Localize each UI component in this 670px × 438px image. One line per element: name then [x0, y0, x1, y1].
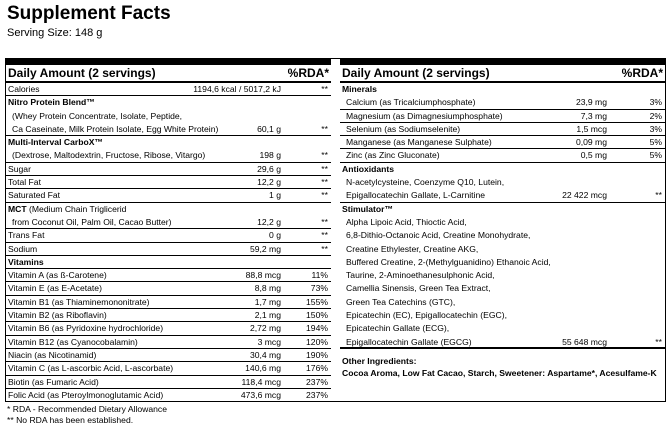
- row-label: Epicatechin Gallate (ECG),: [346, 323, 450, 334]
- facts-row: [6, 216, 331, 229]
- row-label: N-acetylcysteine, Coenzyme Q10, Lutein,: [346, 177, 505, 188]
- row-rda: **: [321, 123, 328, 134]
- row-rda: **: [321, 243, 328, 254]
- row-rda: 3%: [649, 97, 662, 108]
- row-label: Vitamin E (as E-Acetate): [8, 283, 102, 294]
- row-rda: **: [321, 230, 328, 241]
- row-rda: 155%: [306, 296, 328, 307]
- facts-row: [340, 149, 665, 162]
- right-header: [340, 59, 665, 83]
- page-title: Supplement Facts: [7, 3, 171, 24]
- facts-row: [6, 389, 331, 402]
- right-rda-header: %RDA*: [621, 66, 663, 80]
- row-label: Sugar: [8, 163, 31, 174]
- facts-row: [6, 322, 331, 335]
- row-rda: **: [321, 190, 328, 201]
- row-label: Niacin (as Nicotinamid): [8, 349, 97, 360]
- row-label: 6,8-Dithio-Octanoic Acid, Creatine Monohydrate,: [346, 230, 531, 241]
- facts-row: [6, 96, 331, 109]
- row-label-bold-prefix: MCT: [8, 203, 27, 214]
- row-rda: **: [655, 190, 662, 201]
- row-label: Calcium (as Tricalciumphosphate): [346, 97, 476, 108]
- facts-row: [6, 163, 331, 176]
- row-label: Biotin (as Fumaric Acid): [8, 376, 99, 387]
- row-amount: 0,09 mg: [575, 137, 607, 148]
- facts-row: [340, 309, 665, 322]
- row-amount: 473,6 mcg: [240, 389, 281, 400]
- row-rda: **: [321, 84, 328, 94]
- row-rda: 5%: [649, 137, 662, 148]
- row-amount: 0 g: [269, 230, 281, 241]
- facts-row: [340, 296, 665, 309]
- row-label: Ca Caseinate, Milk Protein Isolate, Egg White Protein): [12, 123, 219, 134]
- other-ingredients-label: Other Ingredients:: [342, 356, 417, 366]
- row-rda: 120%: [306, 336, 328, 347]
- footnote-rda: * RDA - Recommended Dietary Allowance: [7, 404, 168, 414]
- facts-row: [340, 243, 665, 256]
- row-label: Vitamin B6 (as Pyridoxine hydrochloride): [8, 323, 164, 334]
- row-rda: 2%: [649, 110, 662, 121]
- facts-row: [6, 189, 331, 202]
- facts-row: [340, 83, 665, 96]
- facts-row: [6, 362, 331, 375]
- row-label: (Whey Protein Concentrate, Isolate, Peptide,: [12, 110, 183, 121]
- facts-panel: [5, 58, 666, 402]
- row-label: Taurine, 2-Aminoethanesulphonic Acid,: [346, 270, 495, 281]
- facts-row: [6, 309, 331, 322]
- facts-row: [6, 376, 331, 389]
- right-column: [340, 59, 665, 378]
- row-label: Sodium: [8, 243, 38, 254]
- row-label: (Dextrose, Maltodextrin, Fructose, Ribose, Vitargo): [12, 150, 206, 161]
- row-rda: 176%: [306, 363, 328, 374]
- row-amount: 22 422 mcg: [562, 190, 607, 201]
- row-amount: 23,9 mg: [575, 97, 607, 108]
- row-label: from Coconut Oil, Palm Oil, Cacao Butter): [12, 216, 172, 227]
- footnotes: [7, 404, 167, 426]
- row-amount: 2,1 mg: [254, 310, 281, 321]
- row-rda: **: [321, 163, 328, 174]
- serving-size: Serving Size: 148 g: [7, 27, 103, 39]
- footnote-no-rda: ** No RDA has been established.: [7, 415, 134, 425]
- facts-row: [340, 136, 665, 149]
- facts-row: [6, 136, 331, 149]
- right-rows: [340, 83, 665, 349]
- facts-row: [6, 110, 331, 123]
- row-label: Folic Acid (as Pteroylmonoglutamic Acid): [8, 389, 164, 400]
- row-label: Vitamin C (as L-ascorbic Acid, L-ascorbate): [8, 363, 174, 374]
- right-header-label: Daily Amount (2 servings): [342, 66, 490, 80]
- left-rows: [6, 83, 331, 402]
- facts-row: [340, 123, 665, 136]
- row-label: Minerals: [342, 84, 377, 94]
- row-label: Vitamin B12 (as Cyanocobalamin): [8, 336, 138, 347]
- row-amount: 88,8 mcg: [245, 270, 281, 281]
- left-header-label: Daily Amount (2 servings): [8, 66, 156, 80]
- facts-row: [6, 176, 331, 189]
- row-amount: 1 g: [269, 190, 281, 201]
- row-rda: 150%: [306, 310, 328, 321]
- facts-row: [340, 163, 665, 176]
- facts-row: [6, 269, 331, 282]
- other-ingredients-value: Cocoa Aroma, Low Fat Cacao, Starch, Sweetener: Aspartame*, Acesulfame-K: [342, 368, 657, 378]
- row-amount: 55 648 mcg: [562, 336, 607, 347]
- facts-row: [6, 349, 331, 362]
- row-amount: 7,3 mg: [580, 110, 607, 121]
- row-rda: 3%: [649, 123, 662, 134]
- row-label: Trans Fat: [8, 230, 45, 241]
- row-amount: 140,6 mg: [245, 363, 281, 374]
- facts-row: [340, 322, 665, 335]
- row-label: Creatine Ethylester, Creatine AKG,: [346, 243, 479, 254]
- row-label: Magnesium (as Dimagnesiumphosphate): [346, 110, 503, 121]
- row-label: Saturated Fat: [8, 190, 61, 201]
- row-amount: 12,2 g: [257, 177, 281, 188]
- row-rda: **: [321, 150, 328, 161]
- facts-row: [340, 336, 665, 349]
- row-amount: 60,1 g: [257, 123, 281, 134]
- row-label: Manganese (as Manganese Sulphate): [346, 137, 492, 148]
- facts-row: [340, 256, 665, 269]
- facts-row: [340, 96, 665, 109]
- row-amount: 1194,6 kcal / 5017,2 kJ: [193, 84, 281, 94]
- row-amount: 1,7 mg: [254, 296, 281, 307]
- row-amount: 8,8 mg: [254, 283, 281, 294]
- other-ingredients: [342, 355, 662, 379]
- row-rda: 237%: [306, 389, 328, 400]
- row-rda: **: [321, 216, 328, 227]
- row-amount: 2,72 mg: [249, 323, 281, 334]
- row-label: Epigallocatechin Gallate (EGCG): [346, 336, 472, 347]
- row-label: Total Fat: [8, 177, 41, 188]
- facts-row: [340, 269, 665, 282]
- row-label: Camellia Sinensis, Green Tea Extract,: [346, 283, 491, 294]
- facts-row: [6, 229, 331, 242]
- row-rda: **: [655, 336, 662, 347]
- facts-row: [6, 256, 331, 269]
- facts-row: [6, 243, 331, 256]
- facts-row: [340, 203, 665, 216]
- row-rda: 5%: [649, 150, 662, 161]
- row-amount: 0,5 mg: [580, 150, 607, 161]
- row-label: Alpha Lipoic Acid, Thioctic Acid,: [346, 216, 467, 227]
- row-label: Vitamin B2 (as Riboflavin): [8, 310, 107, 321]
- facts-row: [6, 149, 331, 162]
- facts-row: [340, 176, 665, 189]
- facts-row: [6, 203, 331, 216]
- row-label: Vitamin A (as ß-Carotene): [8, 270, 107, 281]
- left-header: [6, 59, 331, 83]
- facts-row: [340, 216, 665, 229]
- row-amount: 118,4 mcg: [241, 376, 281, 387]
- facts-row: [6, 296, 331, 309]
- row-amount: 1,5 mcg: [576, 123, 607, 134]
- row-label: Vitamin B1 (as Thiaminemononitrate): [8, 296, 150, 307]
- row-amount: 59,2 mg: [249, 243, 281, 254]
- row-label: Antioxidants: [342, 163, 395, 174]
- row-amount: 12,2 g: [257, 216, 281, 227]
- facts-row: [6, 83, 331, 96]
- row-rda: **: [321, 177, 328, 188]
- row-rda: 190%: [306, 349, 328, 360]
- row-amount: 30,4 mg: [249, 349, 281, 360]
- facts-row: [6, 336, 331, 349]
- facts-row: [340, 110, 665, 123]
- row-label: Multi-Interval CarboX™: [8, 137, 104, 148]
- row-label: Green Tea Catechins (GTC),: [346, 296, 456, 307]
- row-label: Buffered Creatine, 2-(Methylguanidino) Ethanoic Acid,: [346, 256, 551, 267]
- row-label: Calories: [8, 84, 40, 94]
- row-amount: 29,6 g: [257, 163, 281, 174]
- row-label: Stimulator™: [342, 203, 394, 214]
- row-amount: 198 g: [259, 150, 281, 161]
- left-column: [6, 59, 331, 402]
- facts-row: [6, 123, 331, 136]
- row-label: Zinc (as Zinc Gluconate): [346, 150, 440, 161]
- row-label: Nitro Protein Blend™: [8, 97, 95, 108]
- facts-row: [340, 189, 665, 202]
- facts-row: [6, 282, 331, 295]
- row-label: Epicatechin (EC), Epigallocatechin (EGC),: [346, 310, 507, 321]
- left-rda-header: %RDA*: [287, 66, 329, 80]
- row-amount: 3 mcg: [257, 336, 281, 347]
- facts-row: [340, 282, 665, 295]
- row-label: Vitamins: [8, 256, 44, 267]
- row-label: MCT (Medium Chain Triglicerid: [8, 203, 127, 214]
- row-rda: 73%: [310, 283, 328, 294]
- row-label: Epigallocatechin Gallate, L-Carnitine: [346, 190, 486, 201]
- row-rda: 194%: [306, 323, 328, 334]
- row-rda: 237%: [306, 376, 328, 387]
- row-label: Selenium (as Sodiumselenite): [346, 123, 461, 134]
- row-rda: 11%: [311, 270, 328, 281]
- facts-row: [340, 229, 665, 242]
